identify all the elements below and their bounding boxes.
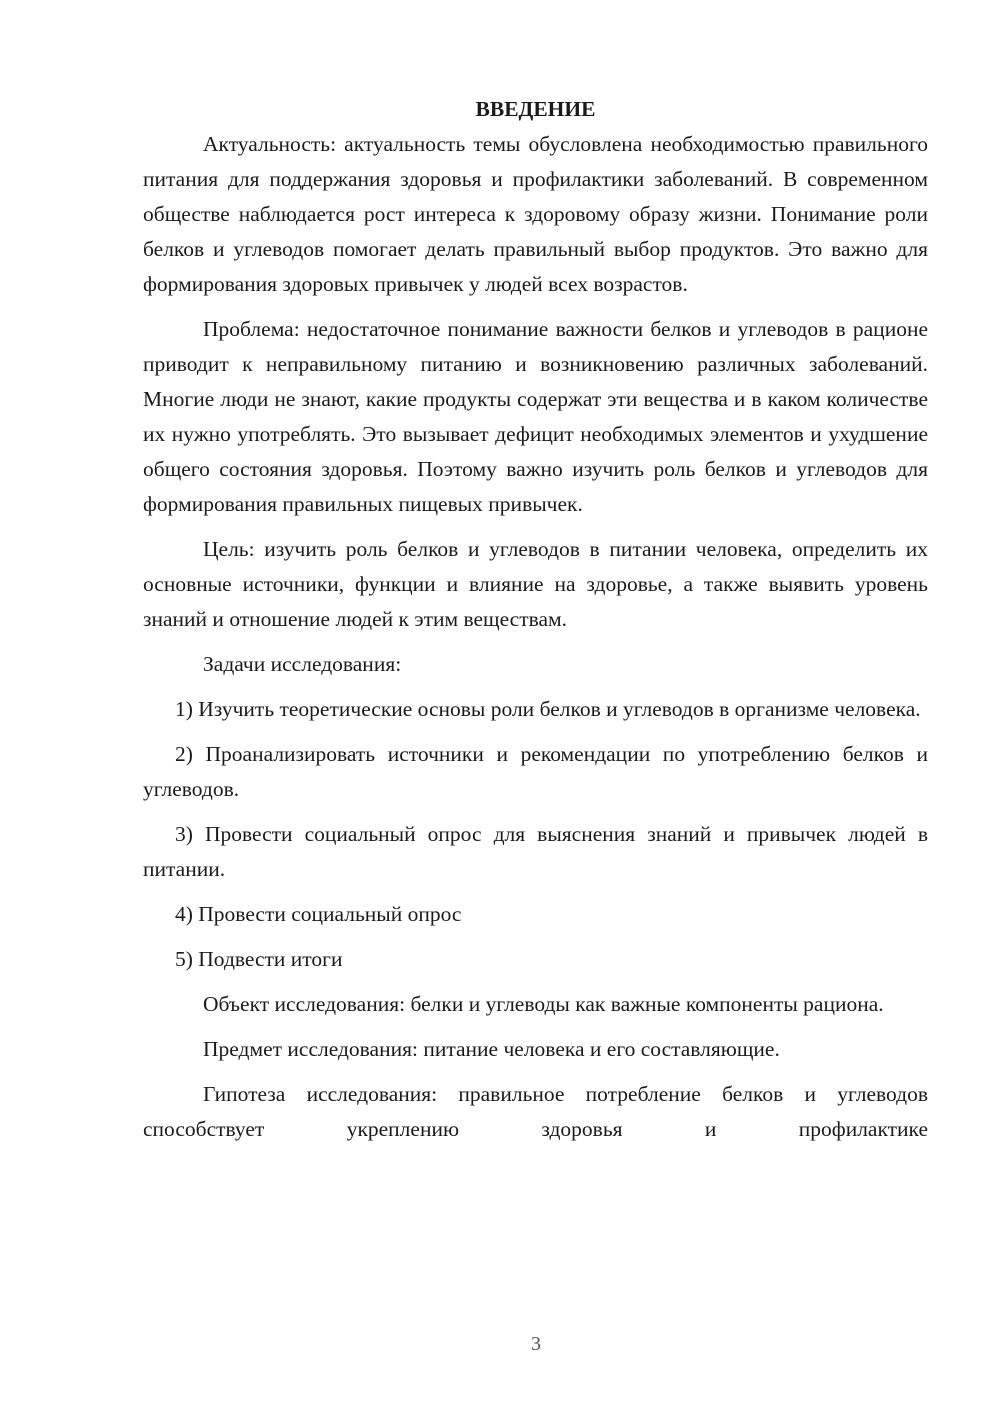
task-item-3: 3) Провести социальный опрос для выяснения знаний и привычек людей в питании. xyxy=(143,822,928,881)
tasks-heading: Задачи исследования: xyxy=(203,652,402,676)
paragraph-subject: Предмет исследования: питание человека и его составляющие. xyxy=(203,1037,780,1061)
paragraph-goal: Цель: изучить роль белков и углеводов в питании человека, определить их основные источники, функции и влияние на здоровье, а также выявить уровень знаний и отношение людей к этим веществам. xyxy=(143,537,928,631)
section-title: ВВЕДЕНИЕ xyxy=(475,97,596,121)
task-item-2: 2) Проанализировать источники и рекомендации по употреблению белков и углеводов. xyxy=(143,742,928,801)
paragraph-object: Объект исследования: белки и углеводы как важные компоненты рациона. xyxy=(203,992,884,1016)
task-item-1: 1) Изучить теоретические основы роли белков и углеводов в организме человека. xyxy=(175,697,921,721)
page-number: 3 xyxy=(531,1333,541,1355)
task-item-4: 4) Провести социальный опрос xyxy=(175,902,462,926)
paragraph-hypothesis: Гипотеза исследования: правильное потребление белков и углеводов способствует укреплению здоровья и профилактике xyxy=(143,1082,928,1141)
task-item-5: 5) Подвести итоги xyxy=(175,947,343,971)
paragraph-relevance: Актуальность: актуальность темы обусловлена необходимостью правильного питания для поддержания здоровья и профилактики заболеваний. В современном обществе наблюдается рост интереса к здоровому образу жизни. Понимание роли белков и углеводов помогает делать правильный выбор продуктов. Это важно для формирования здоровых привычек у людей всех возрастов. xyxy=(143,132,928,296)
paragraph-problem: Проблема: недостаточное понимание важности белков и углеводов в рационе приводит к неправильному питанию и возникновению различных заболеваний. Многие люди не знают, какие продукты содержат эти вещества и в каком количестве их нужно употреблять. Это вызывает дефицит необходимых элементов и ухудшение общего состояния здоровья. Поэтому важно изучить роль белков и углеводов для формирования правильных пищевых привычек. xyxy=(143,317,928,516)
document-page xyxy=(143,92,928,1147)
